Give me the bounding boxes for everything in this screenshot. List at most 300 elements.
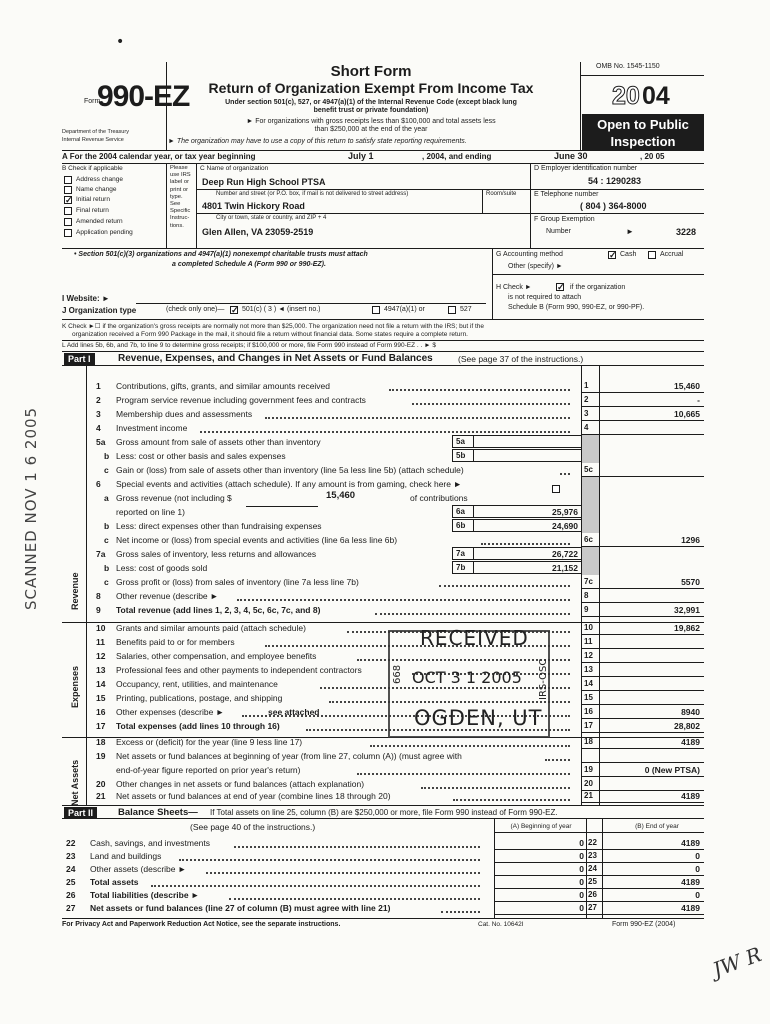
line-amount[interactable]: 32,991 bbox=[674, 605, 700, 615]
stamp-ogden: OGDEN, UT bbox=[414, 706, 543, 730]
form-bullet-2: ► The organization may have to use a copy of this return to satisfy state reporting requirements. bbox=[168, 138, 467, 145]
line-l-text: L Add lines 5b, 6b, and 7b, to line 9 to determine gross receipts; if $100,000 or more, file Form 990 instead of Form 990-EZ . . ► $ bbox=[62, 342, 437, 349]
line-number: 5a bbox=[96, 437, 106, 447]
shaded-cell bbox=[582, 449, 599, 463]
line-number: 26 bbox=[66, 890, 76, 900]
line-box-number: 20 bbox=[584, 779, 593, 788]
line-number: 11 bbox=[96, 637, 105, 647]
line-number: 10 bbox=[96, 623, 106, 633]
line-description: Printing, publications, postage, and shipping bbox=[116, 693, 283, 703]
ein-label: D Employer identification number bbox=[534, 165, 638, 172]
org-type-4947-label: 4947(a)(1) or bbox=[384, 306, 425, 313]
line-box-number: 10 bbox=[584, 623, 593, 632]
line-number: 8 bbox=[96, 591, 101, 601]
line-number: 12 bbox=[96, 651, 106, 661]
org-street[interactable]: 4801 Twin Hickory Road bbox=[202, 201, 305, 211]
part-ii-title-rest: If Total assets on line 25, column (B) are $250,000 or more, file Form 990 instead of Form 990-EZ. bbox=[210, 808, 558, 817]
line-description: Other expenses (describe ► bbox=[116, 707, 225, 717]
line-box-number: 23 bbox=[588, 851, 597, 860]
line-number: b bbox=[104, 521, 110, 531]
line-number: 3 bbox=[96, 409, 101, 419]
end-of-year-amount[interactable]: 4189 bbox=[681, 838, 700, 848]
line-amount[interactable]: 1296 bbox=[681, 535, 700, 545]
line-number: 20 bbox=[96, 779, 106, 789]
line-description: Total expenses (add lines 10 through 16) bbox=[116, 721, 280, 731]
checkbox-schedule-b[interactable]: ✓ bbox=[557, 282, 565, 292]
line-box-number: 1 bbox=[584, 381, 589, 390]
stamp-right-code: IRS-OSC bbox=[538, 658, 549, 700]
line-description: Net assets or fund balances at beginning of year (from line 27, column (A)) (must agree with bbox=[116, 751, 462, 761]
public-inspection-line2: Inspection bbox=[610, 134, 676, 149]
inner-box-label: 6a bbox=[456, 507, 465, 516]
line-6a-contributions-value[interactable]: 15,460 bbox=[326, 490, 356, 501]
line-description: Benefits paid to or for members bbox=[116, 637, 235, 647]
line-number: c bbox=[104, 535, 109, 545]
row-rule bbox=[581, 704, 704, 705]
line-a-mid: , 2004, and ending bbox=[422, 152, 492, 161]
line-description: Less: cost of goods sold bbox=[116, 563, 208, 573]
room-label: Room/suite bbox=[486, 191, 517, 197]
line-box-number: 12 bbox=[584, 651, 593, 660]
line-description: Land and buildings bbox=[90, 851, 162, 861]
part-ii-title: Balance Sheets— bbox=[118, 807, 198, 818]
line-number: 23 bbox=[66, 851, 76, 861]
leader-dots bbox=[200, 431, 570, 433]
shaded-cell bbox=[582, 491, 599, 505]
line-amount[interactable]: 15,460 bbox=[674, 381, 700, 391]
shaded-cell bbox=[582, 477, 599, 491]
form-title-small: Short Form bbox=[330, 63, 412, 80]
line-number: 18 bbox=[96, 737, 106, 747]
form-subtitle-1: Under section 501(c), 527, or 4947(a)(1) of the Internal Revenue Code (except black lung bbox=[225, 99, 517, 106]
schedule-b-check-label: H Check ► bbox=[496, 284, 532, 291]
checkbox-final-return[interactable] bbox=[64, 207, 72, 215]
line-box-number: 9 bbox=[584, 605, 589, 614]
leader-dots bbox=[206, 872, 480, 874]
row-rule bbox=[494, 914, 704, 915]
beginning-of-year-amount[interactable]: 0 bbox=[579, 864, 584, 874]
application-pending-label: Application pending bbox=[76, 229, 133, 236]
end-of-year-amount[interactable]: 0 bbox=[695, 864, 700, 874]
form-footer-id: Form 990-EZ (2004) bbox=[612, 921, 676, 928]
line-amount[interactable]: 10,665 bbox=[674, 409, 700, 419]
line-description: Other changes in net assets or fund balances (attach explanation) bbox=[116, 779, 365, 789]
line-box-number: 16 bbox=[584, 707, 593, 716]
line-k-text-2: organization received a Form 990 Package in the mail, it should file a return without financial data. Some states require a complete return. bbox=[72, 331, 468, 338]
checkbox-amended-return[interactable] bbox=[64, 218, 72, 226]
inner-amount-field[interactable] bbox=[474, 435, 582, 448]
line-number: 1 bbox=[96, 381, 101, 391]
line-a-label: A For the 2004 calendar year, or tax year beginning bbox=[62, 152, 256, 161]
inner-box-label: 5a bbox=[456, 437, 465, 446]
beginning-of-year-amount[interactable]: 0 bbox=[579, 851, 584, 861]
org-type-501c-label: 501(c) ( 3 ) ◄ (insert no.) bbox=[242, 306, 321, 313]
line-amount[interactable]: 4189 bbox=[681, 737, 700, 747]
row-rule bbox=[581, 676, 704, 677]
line-number: 24 bbox=[66, 864, 76, 874]
row-rule bbox=[581, 476, 704, 477]
checkbox-4947[interactable] bbox=[372, 306, 380, 314]
expenses-side-label: Expenses bbox=[70, 665, 80, 708]
ein-value[interactable]: 54 : 1290283 bbox=[588, 176, 642, 186]
leader-dots bbox=[389, 389, 570, 391]
row-rule bbox=[581, 434, 704, 435]
line-box-number: 27 bbox=[588, 903, 597, 912]
row-rule bbox=[581, 588, 704, 589]
line-box-number: 13 bbox=[584, 665, 593, 674]
line-description-extra: see attached bbox=[268, 707, 320, 717]
form-subtitle-2: benefit trust or private foundation) bbox=[313, 107, 429, 114]
address-change-label: Address change bbox=[76, 176, 123, 183]
street-label: Number and street (or P.O. box, if mail is not delivered to street address) bbox=[216, 191, 409, 197]
irs-label-line9: tions. bbox=[170, 222, 184, 229]
row-rule bbox=[581, 690, 704, 691]
line-number: 17 bbox=[96, 721, 106, 731]
irs-label-line4: print or bbox=[170, 186, 189, 193]
line-number: 7a bbox=[96, 549, 106, 559]
line-description-extra: of contributions bbox=[410, 493, 468, 503]
inner-box-label: 7b bbox=[456, 563, 466, 572]
line-number: 27 bbox=[66, 903, 76, 913]
leader-dots bbox=[265, 417, 570, 419]
line-number: 21 bbox=[96, 791, 106, 801]
line-box-number: 2 bbox=[584, 395, 589, 404]
inner-amount-field[interactable] bbox=[474, 449, 582, 462]
org-name[interactable]: Deep Run High School PTSA bbox=[202, 177, 326, 187]
public-inspection-badge bbox=[582, 114, 704, 150]
website-field[interactable] bbox=[136, 303, 486, 304]
end-of-year-amount[interactable]: 4189 bbox=[681, 903, 700, 913]
line-description: Gross profit or (loss) from sales of inventory (line 7a less line 7b) bbox=[116, 577, 359, 587]
schedule-b-text-2: is not required to attach bbox=[508, 294, 582, 301]
department-line2: Internal Revenue Service bbox=[62, 137, 124, 143]
checkbox-527[interactable] bbox=[448, 306, 456, 314]
leader-dots bbox=[439, 585, 570, 587]
checkbox-name-change[interactable] bbox=[64, 186, 72, 194]
irs-label-line5: type. bbox=[170, 193, 183, 200]
end-of-year-amount[interactable]: 0 bbox=[695, 890, 700, 900]
initial-return-label: Initial return bbox=[76, 196, 110, 203]
inner-box-label: 7a bbox=[456, 549, 465, 558]
tax-year-end-year[interactable]: , 20 05 bbox=[640, 152, 665, 161]
line-number: 2 bbox=[96, 395, 101, 405]
line-description: Excess or (deficit) for the year (line 9 less line 17) bbox=[116, 737, 303, 747]
leader-dots bbox=[560, 473, 570, 475]
line-box-number: 25 bbox=[588, 877, 597, 886]
line-amount[interactable]: 8940 bbox=[681, 707, 700, 717]
inner-amount[interactable]: 25,976 bbox=[552, 507, 578, 517]
part-i-tag: Part I bbox=[64, 353, 95, 365]
accounting-method-label: G Accounting method bbox=[496, 251, 563, 258]
tax-year-begin[interactable]: July 1 bbox=[348, 151, 374, 161]
line-amount[interactable]: 5570 bbox=[681, 577, 700, 587]
irs-label-line1: Please bbox=[170, 165, 188, 171]
org-city[interactable]: Glen Allen, VA 23059-2519 bbox=[202, 227, 314, 237]
tax-year-suffix: 04 bbox=[642, 82, 670, 110]
tax-year-prefix: 20 bbox=[612, 82, 640, 110]
line-description: Total assets bbox=[90, 877, 139, 887]
beginning-of-year-amount[interactable]: 0 bbox=[579, 903, 584, 913]
net-assets-side-label: Net Assets bbox=[70, 759, 80, 806]
checkbox-application-pending[interactable] bbox=[64, 229, 72, 237]
row-rule bbox=[581, 718, 704, 719]
department-line1: Department of the Treasury bbox=[62, 129, 129, 135]
leader-dots bbox=[234, 846, 480, 848]
part-ii-see-note: (See page 40 of the instructions.) bbox=[190, 822, 316, 832]
row-rule bbox=[581, 748, 704, 749]
line-description: Cash, savings, and investments bbox=[90, 838, 211, 848]
line-6a-contrib-field[interactable] bbox=[246, 506, 318, 507]
part-i-see-note: (See page 37 of the instructions.) bbox=[458, 354, 584, 364]
line-description: Investment income bbox=[116, 423, 188, 433]
line-number: 6 bbox=[96, 479, 101, 489]
column-a-header: (A) Beginning of year bbox=[510, 823, 572, 830]
line-description: Grants and similar amounts paid (attach schedule) bbox=[116, 623, 306, 633]
line-description: Net income or (loss) from special events and activities (line 6a less line 6b) bbox=[116, 535, 398, 545]
line-description: Professional fees and other payments to independent contractors bbox=[116, 665, 362, 675]
line-description: Gross sales of inventory, less returns and allowances bbox=[116, 549, 317, 559]
leader-dots bbox=[375, 613, 570, 615]
omb-number: OMB No. 1545-1150 bbox=[596, 63, 660, 70]
line-description: Special events and activities (attach schedule). If any amount is from gaming, check here ► bbox=[116, 479, 462, 489]
city-label: City or town, state or country, and ZIP + 4 bbox=[216, 215, 327, 221]
leader-dots bbox=[421, 787, 570, 789]
block-b-title: B Check if applicable bbox=[62, 165, 123, 172]
line-number: 13 bbox=[96, 665, 106, 675]
irs-label-note bbox=[170, 165, 191, 230]
shaded-cell bbox=[582, 561, 599, 575]
form-title-main: Return of Organization Exempt From Income Tax bbox=[208, 80, 534, 96]
inner-box-label: 5b bbox=[456, 451, 466, 460]
line-box-number: 15 bbox=[584, 693, 593, 702]
line-k-text-1: K Check ►☐ if the organization's gross receipts are normally not more than $25,000. The organization need not file a return with the IRS; but if the bbox=[62, 323, 485, 330]
group-exemption-number[interactable]: 3228 bbox=[676, 227, 697, 237]
line-number: c bbox=[104, 577, 109, 587]
end-of-year-amount[interactable]: 0 bbox=[695, 851, 700, 861]
inner-box-label: 6b bbox=[456, 521, 466, 530]
line-box-number: 5c bbox=[584, 465, 593, 474]
line-description: Gain or (loss) from sale of assets other than inventory (line 5a less line 5b) (attach schedule) bbox=[116, 465, 464, 475]
stamp-date: OCT 3 1 2005 bbox=[412, 668, 522, 687]
form-word: Form bbox=[84, 98, 101, 105]
row-rule bbox=[581, 762, 704, 763]
row-rule bbox=[581, 648, 704, 649]
line-box-number: 19 bbox=[584, 765, 593, 774]
form-bullet-1b: than $250,000 at the end of the year bbox=[314, 126, 428, 133]
beginning-of-year-amount[interactable]: 0 bbox=[579, 877, 584, 887]
line-description: Occupancy, rent, utilities, and maintenance bbox=[116, 679, 278, 689]
org-type-hint: (check only one)— bbox=[166, 306, 225, 313]
schedule-b-text-1: if the organization bbox=[570, 284, 626, 291]
line-box-number: 6c bbox=[584, 535, 593, 544]
handwritten-initials: JW R bbox=[709, 942, 765, 982]
beginning-of-year-amount[interactable]: 0 bbox=[579, 838, 584, 848]
line-amount[interactable]: 28,802 bbox=[674, 721, 700, 731]
line-number: a bbox=[104, 493, 109, 503]
inner-amount[interactable]: 21,152 bbox=[552, 563, 578, 573]
stamp-left-code: 668 bbox=[392, 664, 403, 684]
irs-label-line3: label or bbox=[170, 179, 190, 186]
checkbox-address-change[interactable] bbox=[64, 176, 72, 184]
checkbox-accrual[interactable] bbox=[648, 251, 656, 259]
amended-return-label: Amended return bbox=[76, 218, 123, 225]
scanned-stamp: SCANNED NOV 1 6 2005 bbox=[22, 406, 40, 610]
irs-label-line2: use IRS bbox=[170, 172, 191, 179]
line-number: 14 bbox=[96, 679, 106, 689]
row-rule bbox=[494, 888, 704, 889]
line-number: 22 bbox=[66, 838, 76, 848]
line-box-number: 18 bbox=[584, 737, 593, 746]
privacy-notice: For Privacy Act and Paperwork Reduction Act Notice, see the separate instructions. bbox=[62, 921, 341, 928]
irs-label-line7: Specific bbox=[170, 208, 191, 215]
phone-value[interactable]: ( 804 ) 364-8000 bbox=[580, 201, 647, 211]
line-description: Total revenue (add lines 1, 2, 3, 4, 5c, 6c, 7c, and 8) bbox=[116, 605, 321, 615]
form-bullet-1a: ► For organizations with gross receipts less than $100,000 and total assets less bbox=[246, 118, 496, 125]
line-description: Net assets or fund balances (line 27 of column (B) must agree with line 21) bbox=[90, 903, 391, 913]
scan-speck: • bbox=[116, 34, 125, 50]
row-rule bbox=[581, 546, 704, 547]
row-rule bbox=[581, 662, 704, 663]
line-number: b bbox=[104, 451, 110, 461]
row-rule bbox=[581, 634, 704, 635]
line-box-number: 21 bbox=[584, 791, 593, 800]
column-b-header: (B) End of year bbox=[635, 823, 679, 830]
line-box-number: 14 bbox=[584, 679, 593, 688]
end-of-year-amount[interactable]: 4189 bbox=[681, 877, 700, 887]
line-description: Other revenue (describe ► bbox=[116, 591, 219, 601]
line-box-number: 26 bbox=[588, 890, 597, 899]
line-description: Other assets (describe ► bbox=[90, 864, 187, 874]
checkbox-cash[interactable]: ✓ bbox=[609, 250, 617, 260]
line-description: Contributions, gifts, grants, and similar amounts received bbox=[116, 381, 331, 391]
section-501-note-1: • Section 501(c)(3) organizations and 4947(a)(1) nonexempt charitable trusts must attach bbox=[74, 251, 368, 258]
group-exemption-label2: Number bbox=[546, 228, 571, 235]
leader-dots bbox=[237, 599, 570, 601]
row-rule bbox=[581, 776, 704, 777]
line-description: Gross amount from sale of assets other than inventory bbox=[116, 437, 321, 447]
line-box-number: 3 bbox=[584, 409, 589, 418]
leader-dots bbox=[229, 898, 480, 900]
schedule-b-text-3: Schedule B (Form 990, 990-EZ, or 990-PF). bbox=[508, 304, 645, 311]
website-label: I Website: ► bbox=[62, 294, 110, 303]
line-description: Salaries, other compensation, and employee benefits bbox=[116, 651, 317, 661]
org-type-label: J Organization type bbox=[62, 306, 137, 315]
section-501-note-2: a completed Schedule A (Form 990 or 990-EZ). bbox=[172, 261, 326, 268]
line-box-number: 7c bbox=[584, 577, 593, 586]
line-number: b bbox=[104, 563, 110, 573]
org-type-527-label: 527 bbox=[460, 306, 472, 313]
line-description: Membership dues and assessments bbox=[116, 409, 253, 419]
line-box-number: 11 bbox=[584, 637, 593, 646]
shaded-cell bbox=[582, 547, 599, 561]
shaded-cell bbox=[582, 435, 599, 449]
line-box-number: 24 bbox=[588, 864, 597, 873]
leader-dots bbox=[441, 911, 480, 913]
leader-dots bbox=[412, 403, 570, 405]
final-return-label: Final return bbox=[76, 207, 109, 214]
phone-label: E Telephone number bbox=[534, 191, 599, 198]
inner-amount[interactable]: 24,690 bbox=[552, 521, 578, 531]
row-rule bbox=[581, 392, 704, 393]
form-number: 990-EZ bbox=[97, 80, 190, 113]
leader-dots bbox=[357, 773, 570, 775]
line-amount[interactable]: - bbox=[697, 395, 700, 405]
checkbox-initial-return[interactable]: ✓ bbox=[65, 195, 73, 205]
stamp-received: RECEIVED bbox=[420, 626, 529, 650]
line-box-number: 22 bbox=[588, 838, 597, 847]
irs-label-line8: Instruc- bbox=[170, 215, 190, 222]
row-rule bbox=[581, 616, 704, 617]
line-amount[interactable]: 4189 bbox=[681, 791, 700, 801]
shaded-cell bbox=[582, 505, 599, 519]
line-number: 4 bbox=[96, 423, 101, 433]
revenue-side-label: Revenue bbox=[70, 572, 80, 610]
line-box-number: 4 bbox=[584, 423, 589, 432]
org-name-label: C Name of organization bbox=[200, 165, 269, 172]
group-exemption-arrow: ► bbox=[626, 227, 634, 236]
part-ii-tag: Part II bbox=[64, 807, 97, 819]
other-method-label: Other (specify) ► bbox=[508, 263, 563, 270]
group-exemption-label: F Group Exemption bbox=[534, 216, 595, 223]
cash-label: Cash bbox=[620, 251, 637, 258]
line-description: Less: direct expenses other than fundraising expenses bbox=[116, 521, 322, 531]
leader-dots bbox=[453, 799, 570, 801]
leader-dots bbox=[370, 745, 570, 747]
public-inspection-line1: Open to Public bbox=[597, 117, 689, 132]
checkbox-501c[interactable]: ✓ bbox=[231, 305, 239, 315]
shaded-cell bbox=[582, 519, 599, 533]
line-box-number: 8 bbox=[584, 591, 589, 600]
line-number: 16 bbox=[96, 707, 106, 717]
line-description: Less: cost or other basis and sales expenses bbox=[116, 451, 286, 461]
beginning-of-year-amount[interactable]: 0 bbox=[579, 890, 584, 900]
leader-dots bbox=[179, 859, 480, 861]
row-rule bbox=[581, 732, 704, 733]
row-rule bbox=[494, 901, 704, 902]
line-number: 9 bbox=[96, 605, 101, 615]
name-change-label: Name change bbox=[76, 186, 117, 193]
line-number: 25 bbox=[66, 877, 76, 887]
line-description: Net assets or fund balances at end of year (combine lines 18 through 20) bbox=[116, 791, 391, 801]
catalog-number: Cat. No. 10642I bbox=[478, 921, 524, 928]
line-number: c bbox=[104, 465, 109, 475]
leader-dots bbox=[151, 885, 480, 887]
row-rule bbox=[494, 849, 704, 850]
row-rule bbox=[581, 802, 704, 803]
row-rule bbox=[494, 875, 704, 876]
leader-dots bbox=[545, 759, 570, 761]
line-number: 19 bbox=[96, 751, 106, 761]
line-description: end-of-year figure reported on prior year's return) bbox=[116, 765, 301, 775]
irs-label-line6: See bbox=[170, 201, 181, 208]
accrual-label: Accrual bbox=[660, 251, 684, 258]
row-rule bbox=[581, 602, 704, 603]
row-rule bbox=[494, 862, 704, 863]
line-amount[interactable]: 0 (New PTSA) bbox=[644, 765, 700, 775]
part-i-title: Revenue, Expenses, and Changes in Net Assets or Fund Balances bbox=[118, 353, 433, 364]
line-description: reported on line 1) bbox=[116, 507, 185, 517]
leader-dots bbox=[481, 543, 570, 545]
checkbox-gaming[interactable] bbox=[552, 485, 560, 493]
line-box-number: 17 bbox=[584, 721, 593, 730]
row-rule bbox=[581, 420, 704, 421]
row-rule bbox=[581, 406, 704, 407]
tax-year-end[interactable]: June 30 bbox=[554, 151, 588, 161]
inner-amount[interactable]: 26,722 bbox=[552, 549, 578, 559]
line-description: Total liabilities (describe ► bbox=[90, 890, 200, 900]
line-description: Gross revenue (not including $ bbox=[116, 493, 232, 503]
line-amount[interactable]: 19,862 bbox=[674, 623, 700, 633]
